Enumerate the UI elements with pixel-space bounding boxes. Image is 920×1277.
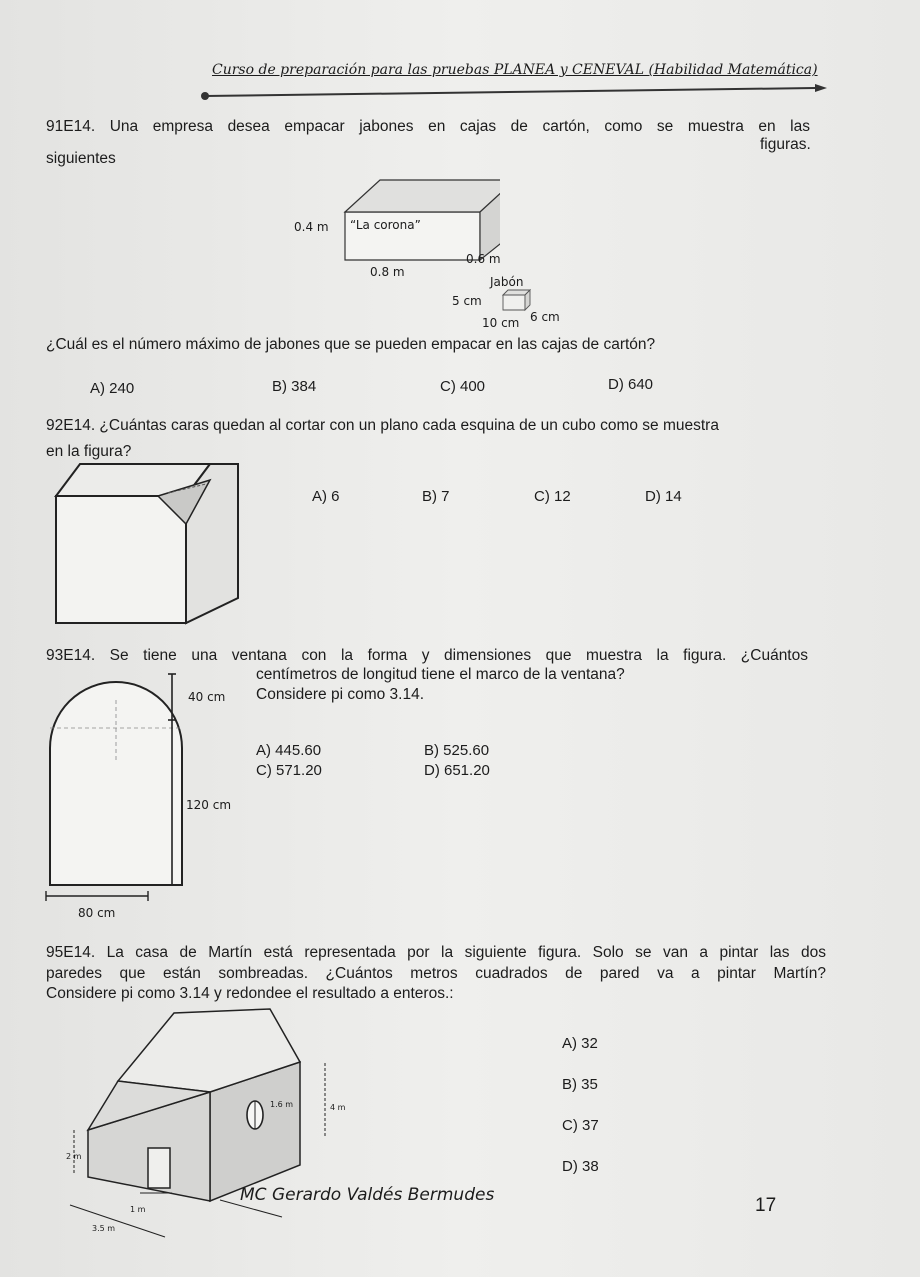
q93-statement-line3: Considere pi como 3.14. xyxy=(256,686,425,703)
q91-question: ¿Cuál es el número máximo de jabones que se pueden empacar en las cajas de cartón? xyxy=(46,336,656,353)
q91-soap-depth-label: 6 cm xyxy=(530,310,560,324)
q91-soap-height-label: 5 cm xyxy=(452,294,482,308)
page-number: 17 xyxy=(755,1195,777,1216)
q91-statement-line2-left: siguientes xyxy=(46,150,116,167)
q91-box-depth-label: 0.6 m xyxy=(466,252,501,266)
q95-statement-line3: Considere pi como 3.14 y redondee el resultado a enteros.: xyxy=(46,985,454,1002)
q92-option-b[interactable]: B) 7 xyxy=(422,488,450,505)
q93-window-figure xyxy=(38,670,198,910)
page-header-title: Curso de preparación para las pruebas PLANEA y CENEVAL (Habilidad Matemática) xyxy=(212,62,818,78)
q93-dim-top-label: 40 cm xyxy=(188,690,226,704)
q91-soap-length-label: 10 cm xyxy=(482,316,520,330)
q91-option-a[interactable]: A) 240 xyxy=(90,380,135,397)
q91-option-b[interactable]: B) 384 xyxy=(272,378,317,395)
q92-statement-line2: en la figura? xyxy=(46,443,132,460)
q93-option-b[interactable]: B) 525.60 xyxy=(424,742,490,759)
q92-statement-line1: 92E14. ¿Cuántas caras quedan al cortar con un plano cada esquina de un cubo como se muestra xyxy=(46,417,719,434)
q93-statement-line2: centímetros de longitud tiene el marco de la ventana? xyxy=(256,666,625,683)
q91-option-d[interactable]: D) 640 xyxy=(608,376,654,393)
q95-dim-window-label: 1.6 m xyxy=(270,1100,294,1109)
q91-box-width-label: 0.8 m xyxy=(370,265,405,279)
q91-soap-figure xyxy=(500,286,532,314)
q91-box-brand-label: “La corona” xyxy=(350,218,421,232)
q95-option-c[interactable]: C) 37 xyxy=(562,1117,599,1134)
q91-statement-line2-right: figuras. xyxy=(760,136,811,153)
q93-option-c[interactable]: C) 571.20 xyxy=(256,762,322,779)
q95-dim-door-label: 1 m xyxy=(130,1205,146,1214)
q92-option-a[interactable]: A) 6 xyxy=(312,488,340,505)
q95-option-b[interactable]: B) 35 xyxy=(562,1076,598,1093)
q91-statement-line1: 91E14. Una empresa desea empacar jabones en cajas de cartón, como se muestra en las xyxy=(46,118,810,135)
q92-cube-figure xyxy=(50,458,246,628)
q95-dim-wall-label: 2 m xyxy=(66,1152,82,1161)
q92-option-d[interactable]: D) 14 xyxy=(645,488,682,505)
author-signature: MC Gerardo Valdés Bermudes xyxy=(240,1185,495,1205)
q92-option-c[interactable]: C) 12 xyxy=(534,488,571,505)
q95-statement-line1: 95E14. La casa de Martín está representada por la siguiente figura. Solo se van a pintar las dos xyxy=(46,944,826,961)
q95-option-a[interactable]: A) 32 xyxy=(562,1035,598,1052)
q93-option-d[interactable]: D) 651.20 xyxy=(424,762,490,779)
q91-soap-label: Jabón xyxy=(490,275,524,289)
q95-dim-length-label: 3.5 m xyxy=(92,1224,116,1233)
q93-option-a[interactable]: A) 445.60 xyxy=(256,742,322,759)
q95-statement-line2: paredes que están sombreadas. ¿Cuántos metros cuadrados de pared va a pintar Martín? xyxy=(46,965,826,982)
q93-statement-line1: 93E14. Se tiene una ventana con la forma y dimensiones que muestra la figura. ¿Cuántos xyxy=(46,647,808,664)
header-rule xyxy=(195,84,835,102)
q95-option-d[interactable]: D) 38 xyxy=(562,1158,599,1175)
q93-dim-width-label: 80 cm xyxy=(78,906,116,920)
q91-box-height-label: 0.4 m xyxy=(294,220,329,234)
q93-dim-side-label: 120 cm xyxy=(186,798,232,812)
q91-option-c[interactable]: C) 400 xyxy=(440,378,486,395)
q95-dim-height-label: 4 m xyxy=(330,1103,346,1112)
